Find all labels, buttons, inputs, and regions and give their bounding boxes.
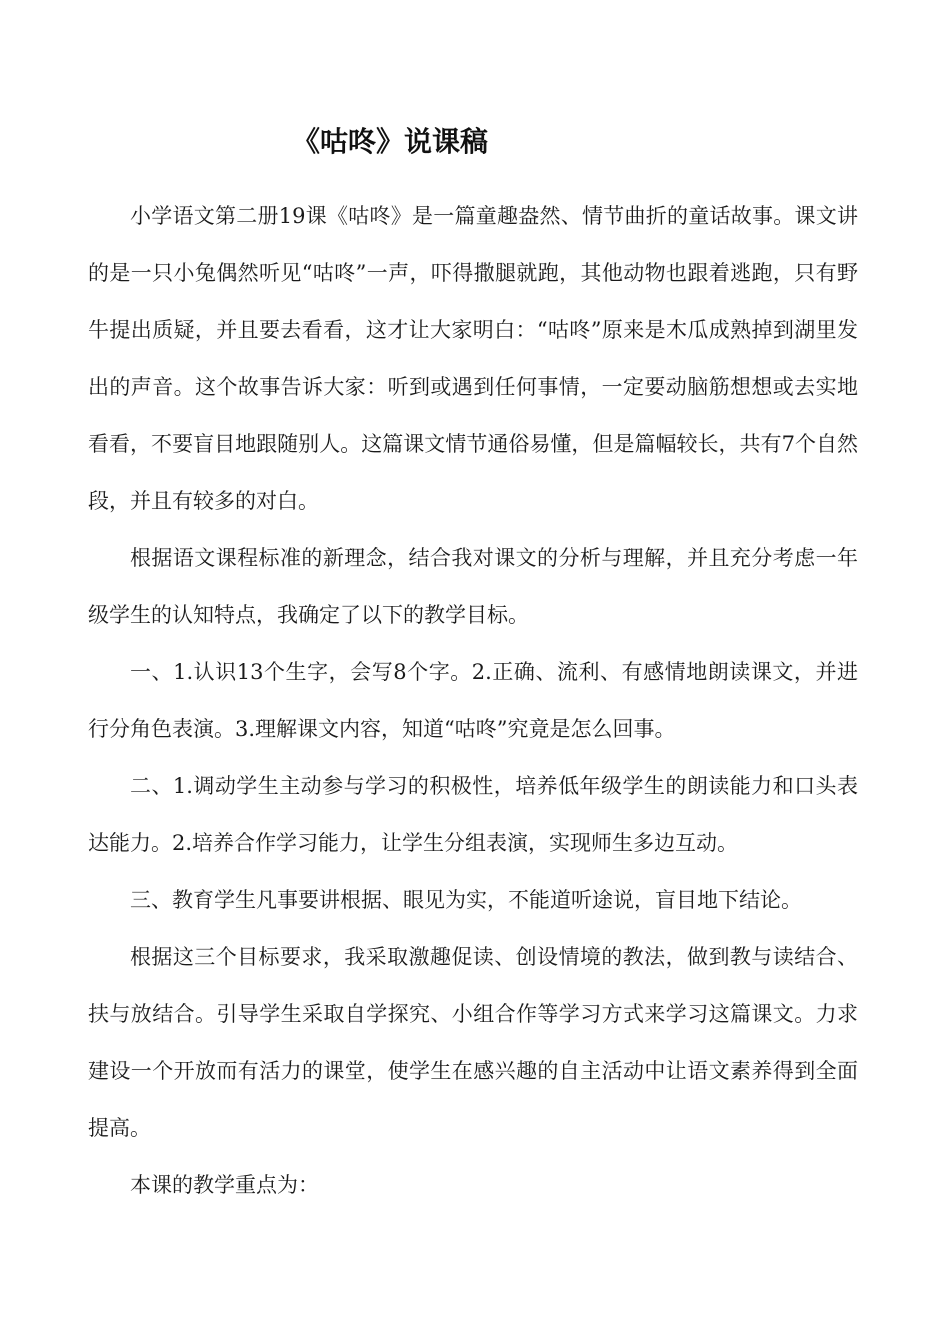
paragraph-objectives-intro: 根据语文课程标准的新理念，结合我对课文的分析与理解，并且充分考虑一年级学生的认知特点，我确定了以下的教学目标。 <box>88 546 858 627</box>
paragraph-key-points: 本课的教学重点为： <box>130 1173 319 1197</box>
paragraph-objective-one: 一、1.认识13个生字，会写8个字。2.正确、流利、有感情地朗读课文，并进行分角色表演。3.理解课文内容，知道“咕咚”究竟是怎么回事。 <box>88 660 858 741</box>
document-title: 《咕咚》说课稿 <box>291 125 488 158</box>
paragraph-objective-two: 二、1.调动学生主动参与学习的积极性，培养低年级学生的朗读能力和口头表达能力。2.培养合作学习能力，让学生分组表演，实现师生多边互动。 <box>88 774 858 855</box>
paragraph-objective-three: 三、教育学生凡事要讲根据、眼见为实，不能道听途说，盲目地下结论。 <box>130 888 802 912</box>
document-body <box>88 188 858 1214</box>
paragraph-methods: 根据这三个目标要求，我采取激趣促读、创设情境的教法，做到教与读结合、扶与放结合。引导学生采取自学探究、小组合作等学习方式来学习这篇课文。力求建设一个开放而有活力的课堂，使学生在感兴趣的自主活动中让语文素养得到全面提高。 <box>88 945 858 1140</box>
paragraph-intro: 小学语文第二册19课《咕咚》是一篇童趣盎然、情节曲折的童话故事。课文讲的是一只小兔偶然听见“咕咚”一声，吓得撒腿就跑，其他动物也跟着逃跑，只有野牛提出质疑，并且要去看看，这才让大家明白：“咕咚”原来是木瓜成熟掉到湖里发出的声音。这个故事告诉大家：听到或遇到任何事情，一定要动脑筋想想或去实地看看，不要盲目地跟随别人。这篇课文情节通俗易懂，但是篇幅较长，共有7个自然段，并且有较多的对白。 <box>88 204 858 513</box>
